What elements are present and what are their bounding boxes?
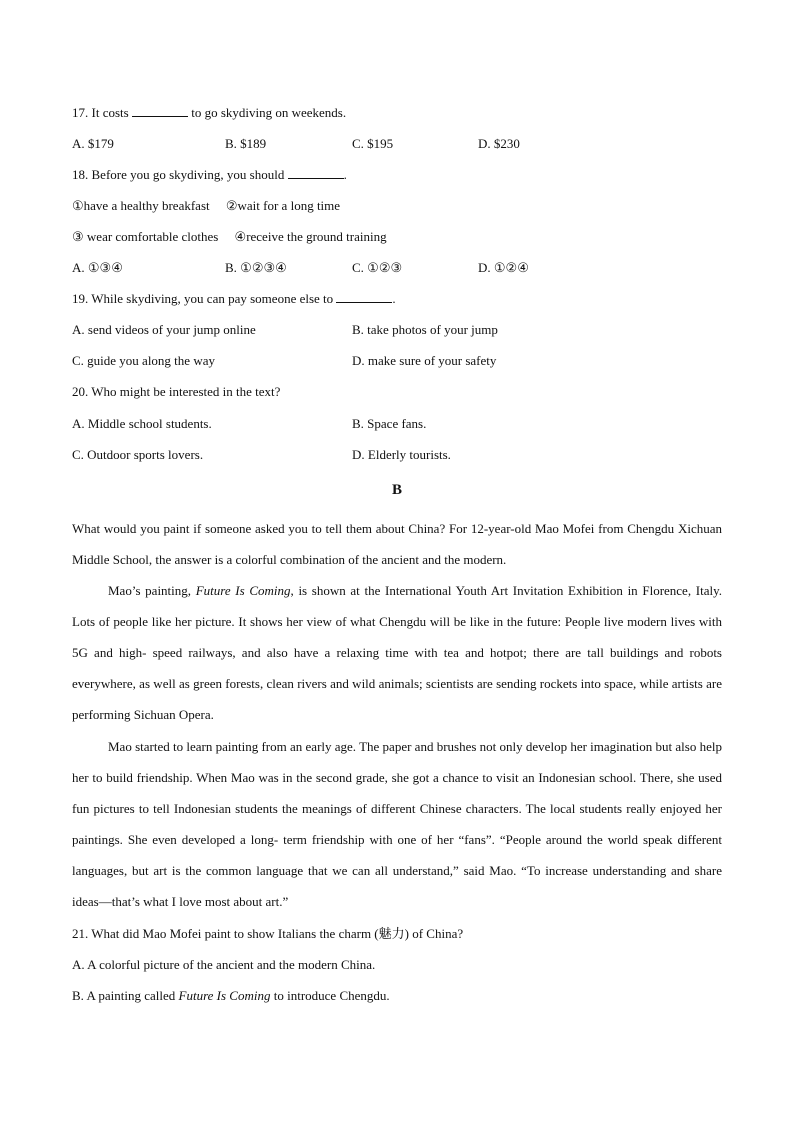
paragraph-2-start: Mao’s painting, <box>108 583 196 598</box>
question-19-stem-start: 19. While skydiving, you can pay someone else to <box>72 291 337 306</box>
passage-paragraph-1: What would you paint if someone asked you to tell them about China? For 12-year-old Mao Mofei from Chengdu Xichuan Middle School, the answer is a colorful combination of the ancient and the modern. <box>72 521 722 567</box>
option-a: A. Middle school students. <box>72 416 212 431</box>
option-c: C. $195 <box>352 136 394 151</box>
option-b: B. take photos of your jump <box>352 322 498 337</box>
question-19-options-row1 <box>72 320 722 340</box>
painting-title: Future Is Coming <box>178 988 271 1003</box>
option-c: C. guide you along the way <box>72 353 215 368</box>
question-17 <box>72 103 346 123</box>
question-20-options-row2 <box>72 445 722 465</box>
question-17-stem-start: 17. It costs <box>72 105 132 120</box>
option-c: C. ①②③ <box>352 260 403 275</box>
passage-paragraph-3: Mao started to learn painting from an early age. The paper and brushes not only develop her imagination but also help her to build friendship. When Mao was in the second grade, she got a chance to visit an Indonesian school. There, she used fun pictures to tell Indonesian students the meanings of different Chinese characters. The local students really enjoyed her paintings. She even developed a long- term friendship with one of her “fans”. “People around the world speak different languages, but art is the common language that we can all understand,” said Mao. “To increase understanding and share ideas—that’s what I love most about art.” <box>72 739 722 909</box>
question-20: 20. Who might be interested in the text? <box>72 384 281 399</box>
question-18-stem-end: . <box>343 167 347 182</box>
question-19-stem-end: . <box>392 291 396 306</box>
answer-blank <box>288 166 344 179</box>
answer-blank <box>336 290 392 303</box>
option-a: A. $179 <box>72 136 114 151</box>
option-a: A. ①③④ <box>72 260 123 275</box>
painting-title: Future Is Coming <box>195 583 291 598</box>
paragraph-2-rest: , is shown at the International Youth Art Invitation Exhibition in Florence, Italy. Lots of people like her picture. It shows her view of what Chengdu will be like in the future: People live modern lives with 5G and high- speed railways, and also have a relaxing time with tea and hotpot; there are tall buildings and robots everywhere, as well as green forests, clean rivers and wild animals; scientists are sending rockets into space, while artists are performing Sichuan Opera. <box>72 583 722 722</box>
option-d: D. $230 <box>478 136 520 151</box>
option-b: B. $189 <box>225 136 267 151</box>
question-18-items-1: ①have a healthy breakfast ②wait for a long time <box>72 198 341 213</box>
question-21: 21. What did Mao Mofei paint to show Italians the charm (魅力) of China? <box>72 926 464 941</box>
option-d: D. ①②④ <box>478 260 529 275</box>
question-17-options <box>72 134 722 154</box>
question-21-option-a: A. A colorful picture of the ancient and the modern China. <box>72 957 376 972</box>
question-19-options-row2 <box>72 351 722 371</box>
option-a: A. send videos of your jump online <box>72 322 256 337</box>
question-21-option-b <box>72 986 390 1006</box>
question-19 <box>72 289 396 309</box>
option-b: B. Space fans. <box>352 416 427 431</box>
option-b: B. ①②③④ <box>225 260 287 275</box>
question-17-stem-end: to go skydiving on weekends. <box>187 105 347 120</box>
question-18-options <box>72 258 722 278</box>
passage-paragraph-2 <box>72 575 722 730</box>
question-18-stem-start: 18. Before you go skydiving, you should <box>72 167 288 182</box>
answer-blank <box>132 104 188 117</box>
question-18 <box>72 165 347 185</box>
option-d: D. make sure of your safety <box>352 353 497 368</box>
question-18-items-2: ③ wear comfortable clothes ④receive the ground training <box>72 229 387 244</box>
option-b-end: to introduce Chengdu. <box>270 988 390 1003</box>
option-b-start: B. A painting called <box>72 988 179 1003</box>
option-d: D. Elderly tourists. <box>352 447 451 462</box>
section-heading: B <box>391 482 402 498</box>
question-20-options-row1 <box>72 414 722 434</box>
option-c: C. Outdoor sports lovers. <box>72 447 204 462</box>
